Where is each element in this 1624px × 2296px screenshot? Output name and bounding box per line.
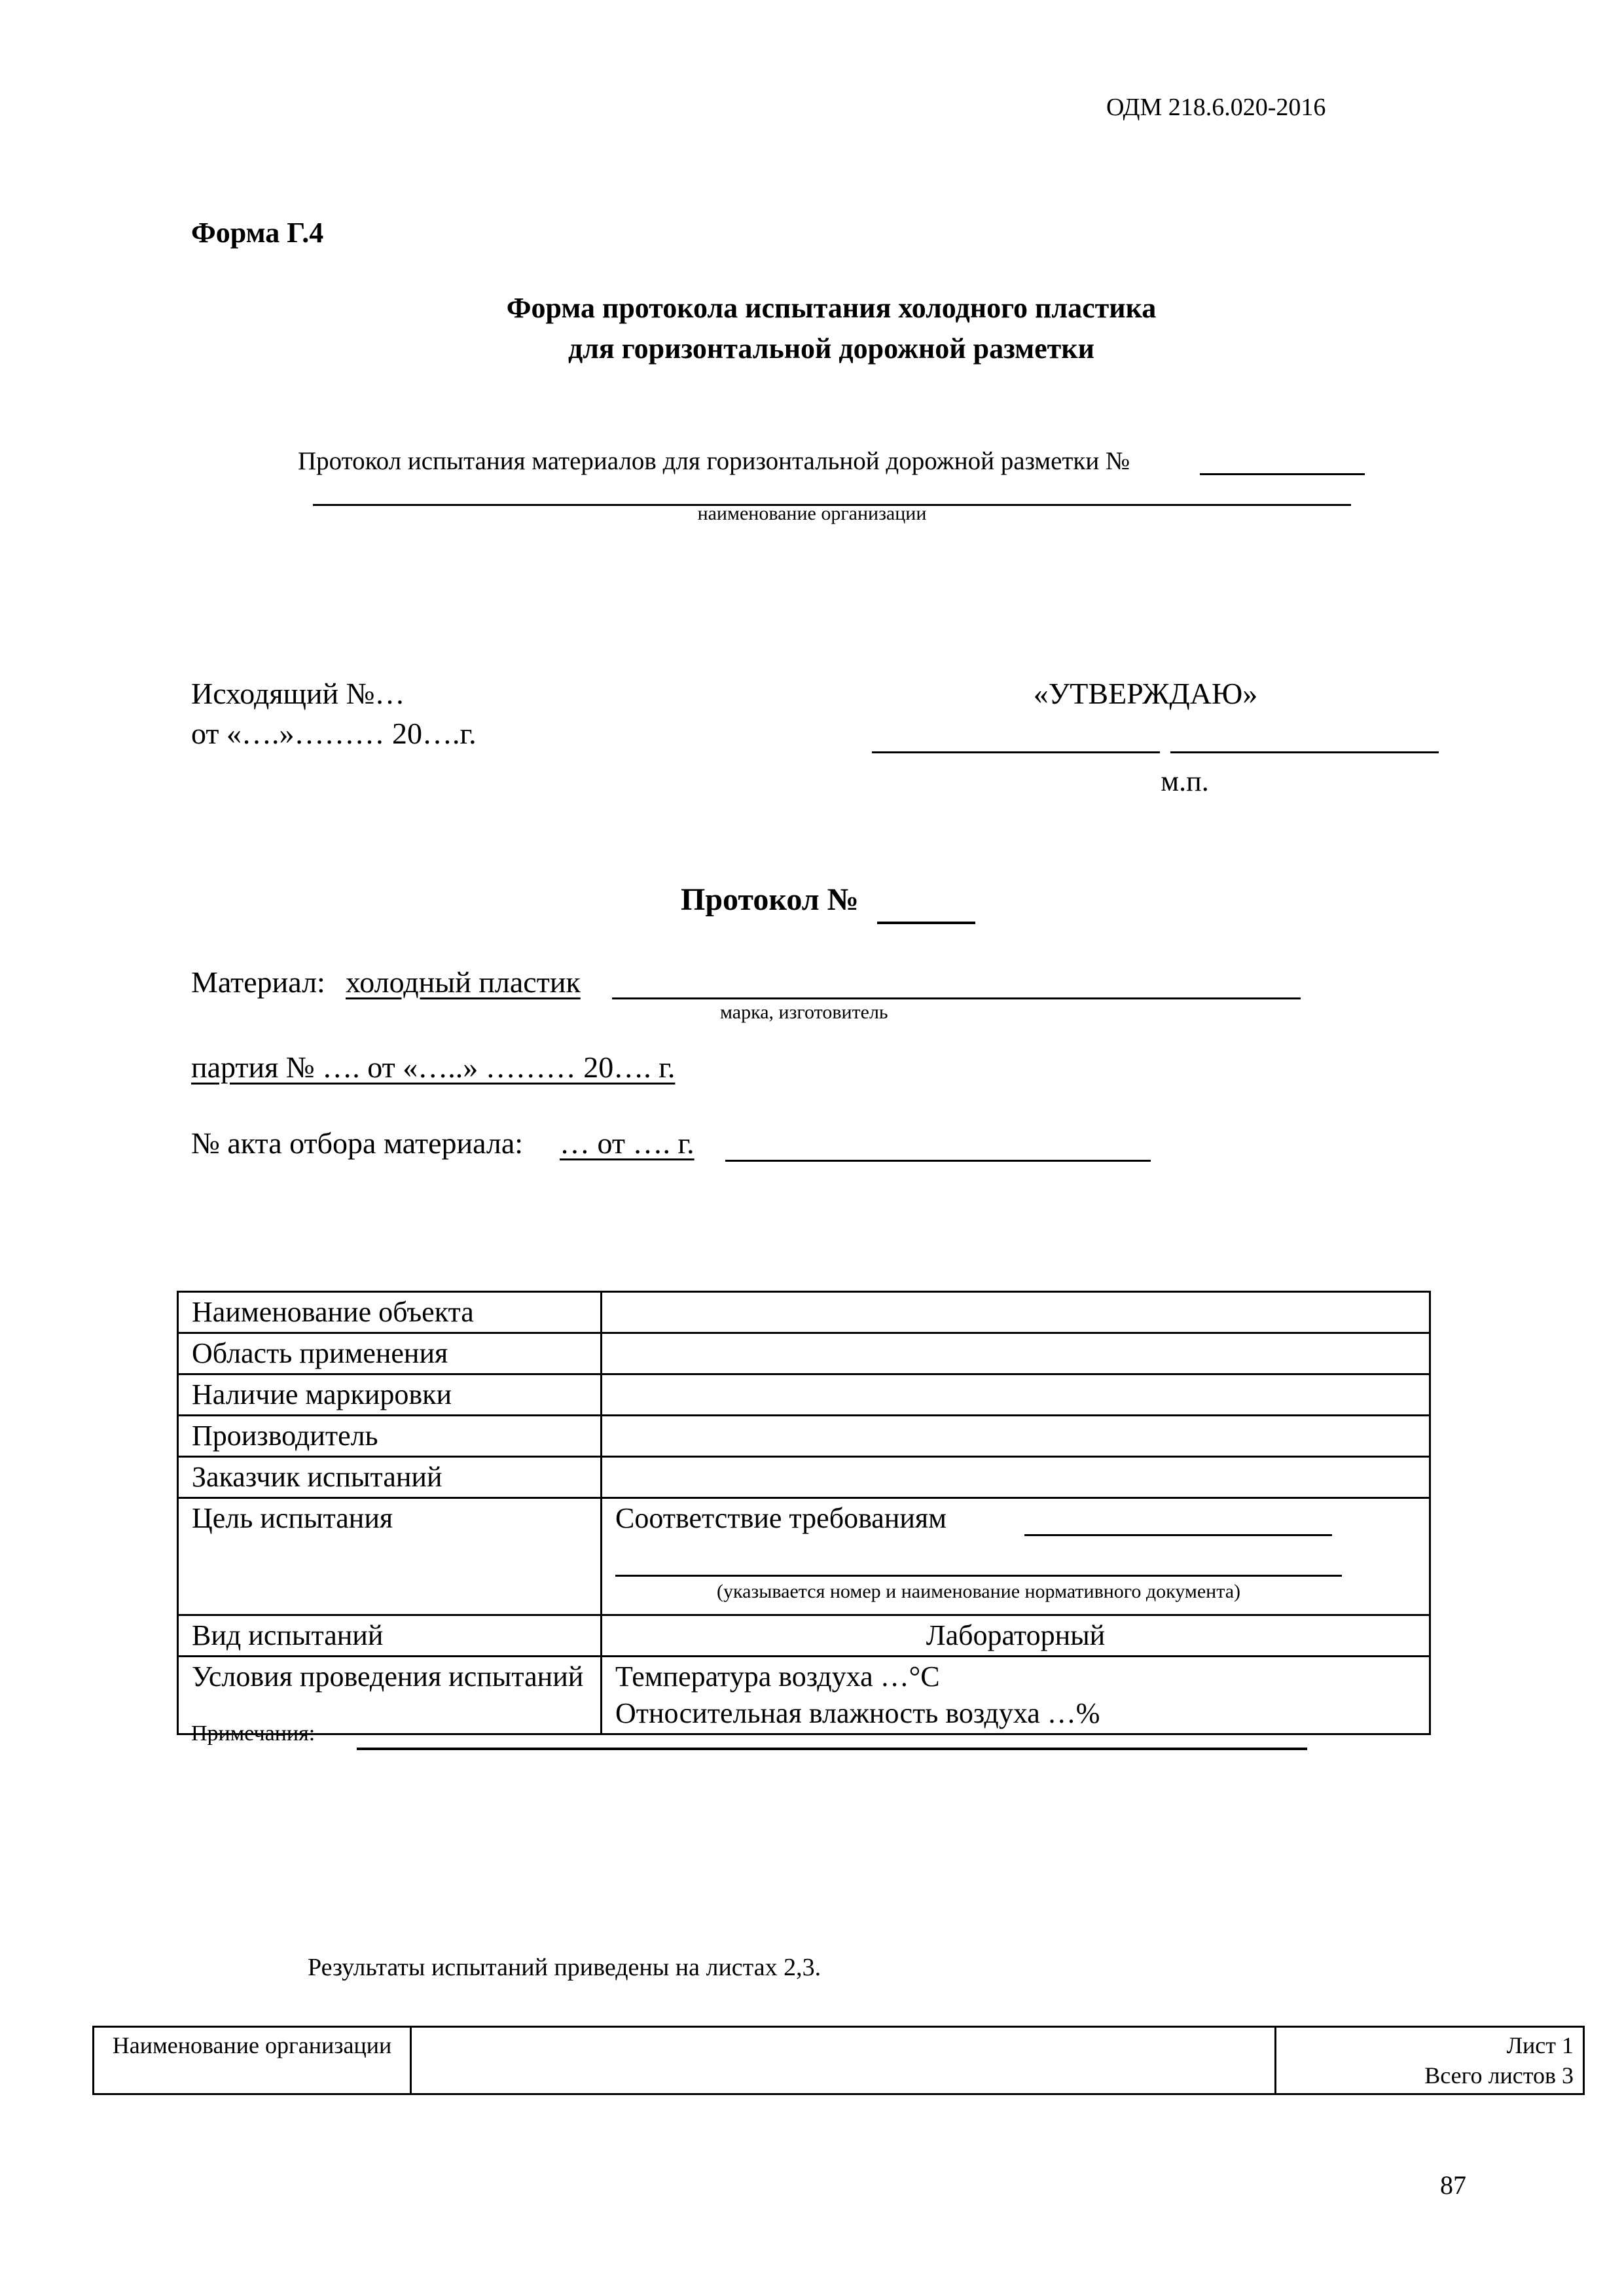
notes-label: Примечания: [191,1721,316,1746]
document-code: ОДМ 218.6.020-2016 [1106,94,1326,121]
title-line-1: Форма протокола испытания холодного пластика [506,292,1157,324]
table-row [178,1615,1430,1657]
humidity-value: Относительная влажность воздуха …% [615,1697,1100,1729]
material-label: Материал: [191,965,325,999]
notes-line [357,1748,1307,1750]
table-row [178,1374,1430,1416]
purpose-value: Соответствие требованиям [615,1502,947,1534]
page-number: 87 [1440,2170,1466,2200]
form-label: Форма Г.4 [191,217,324,249]
table-row [178,1457,1430,1498]
row-label: Цель испытания [178,1498,602,1615]
organization-caption: наименование организации [697,503,927,524]
material-brand-line [612,997,1301,999]
sampling-act-line [725,1160,1151,1162]
sampling-act-label: № акта отбора материала: [191,1126,524,1160]
footer-table [92,2026,1585,2095]
approval-signature-line [1170,751,1439,753]
table-row [178,1416,1430,1457]
row-value [602,1374,1430,1416]
table-row [178,1498,1430,1615]
protocol-header-text: Протокол испытания материалов для горизонтальной дорожной разметки № [298,447,1130,475]
row-label: Заказчик испытаний [178,1457,602,1498]
batch-info: партия № …. от «…..» ……… 20…. г. [191,1050,676,1084]
row-label: Область применения [178,1333,602,1374]
approval-position-line [872,751,1160,753]
table-row [94,2027,1584,2094]
sheet-number: Лист 1 [1506,2032,1574,2058]
footer-org-name: Наименование организации [94,2027,411,2094]
row-value [602,1292,1430,1333]
row-value [602,1333,1430,1374]
purpose-cell [602,1498,1430,1615]
row-label: Наличие маркировки [178,1374,602,1416]
material-value: холодный пластик [346,965,581,999]
row-value [602,1457,1430,1498]
row-label: Производитель [178,1416,602,1457]
outgoing-number: Исходящий №… [191,677,405,710]
title-line-2: для горизонтальной дорожной разметки [568,332,1094,365]
row-label: Вид испытаний [178,1615,602,1657]
document-title [288,288,1375,369]
purpose-document-line [615,1575,1342,1577]
row-value [602,1416,1430,1457]
results-text: Результаты испытаний приведены на листах 2,3. [308,1954,821,1981]
table-row [178,1657,1430,1734]
row-label: Условия проведения испытаний [178,1657,602,1734]
test-info-table [177,1291,1431,1735]
purpose-caption: (указывается номер и наименование нормативного документа) [716,1581,1241,1602]
material-brand-caption: марка, изготовитель [720,1001,888,1023]
sampling-act-value: … от …. г. [560,1126,695,1160]
stamp-place: м.п. [1161,765,1209,797]
protocol-header [298,446,1130,476]
total-sheets: Всего листов 3 [1424,2062,1574,2089]
protocol-number-blank [1200,473,1365,475]
conditions-cell [602,1657,1430,1734]
footer-org-value [411,2027,1276,2094]
row-label: Наименование объекта [178,1292,602,1333]
approval-label: «УТВЕРЖДАЮ» [1033,677,1258,710]
table-row [178,1333,1430,1374]
protocol-title: Протокол № [681,882,859,917]
protocol-number-line [877,922,975,924]
footer-sheets [1276,2027,1584,2094]
row-value: Лабораторный [602,1615,1430,1657]
purpose-requirement-line [1024,1534,1332,1536]
table-row [178,1292,1430,1333]
outgoing-date: от «….»……… 20….г. [191,717,477,750]
temperature-value: Температура воздуха …°С [615,1660,940,1693]
